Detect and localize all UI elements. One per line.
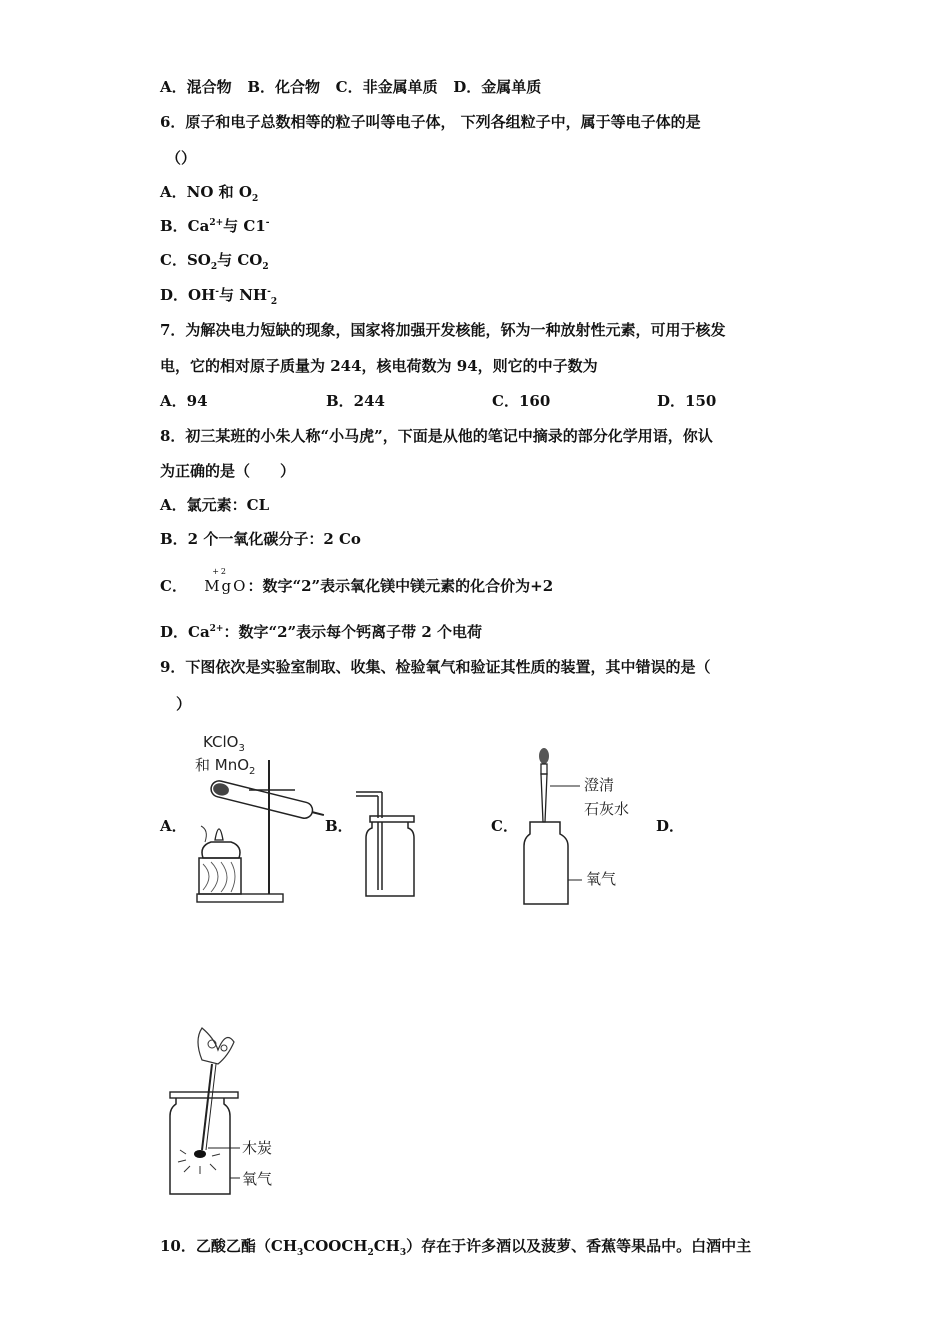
q9-stem-line1: 9．下图依次是实验室制取、收集、检验氧气和验证其性质的装置，其中错误的是（ <box>160 658 711 676</box>
q7-option-b: B．244 <box>326 392 385 410</box>
q8-option-c: C． +2 MgO：数字“2”表示氧化镁中镁元素的化合价为+2 <box>160 576 553 596</box>
q9-label-a: A． <box>160 817 187 835</box>
q6-option-c: C．$SO_2$与 $CO_2$ <box>160 251 269 272</box>
figure-d-charcoal-combustion <box>160 1020 290 1200</box>
q9-label-d: D． <box>656 817 685 835</box>
q5-option-a: A．混合物 <box>160 78 232 96</box>
q6-option-d: D．OH-与 $NH^-_2$ <box>160 286 278 307</box>
q7-stem-line1: 7．为解决电力短缺的现象，国家将加强开发核能，钚为一种放射性元素，可用于核发 <box>160 321 726 339</box>
q9-label-b: B． <box>325 817 353 835</box>
q8-stem-line1: 8．初三某班的小朱人称“小马虎”，下面是从他的笔记中摘录的部分化学用语，你认 <box>160 427 713 445</box>
q5-options <box>160 77 541 97</box>
fig-d-oxygen-label: 氧气 <box>242 1170 273 1188</box>
figure-b-gas-bottle <box>350 790 430 902</box>
q6-option-a: A．NO 和 $O_2$ <box>160 183 259 204</box>
q8-option-b: B．2 个一氧化碳分子：2 Co <box>160 530 361 548</box>
q6-option-b: B．$Ca^{2+}$与 C1- <box>160 217 270 235</box>
fig-c-limewater-label-2: 石灰水 <box>584 800 630 818</box>
figure-c-limewater-test <box>520 742 650 907</box>
figure-a-heating-apparatus <box>185 730 330 910</box>
fig-d-charcoal-label: 木炭 <box>242 1139 273 1157</box>
q7-option-d: D．150 <box>657 392 717 410</box>
fig-a-mno2-label: 和 MnO$_2$ <box>195 756 256 777</box>
q6-paren: （） <box>166 149 197 167</box>
q6-stem: 6．原子和电子总数相等的粒子叫等电子体， 下列各组粒子中，属于等电子体的是 <box>160 113 701 131</box>
mgo-charge: +2 <box>212 567 228 576</box>
q9-stem-line2: ） <box>176 695 192 713</box>
q8-option-d: D．$Ca^{2+}$：数字“2”表示每个钙离子带 2 个电荷 <box>160 623 483 641</box>
q5-option-d: D．金属单质 <box>453 78 542 96</box>
q5-option-b: B．化合物 <box>247 78 320 96</box>
q7-option-c: C．160 <box>492 392 551 410</box>
q8-stem-line2: 为正确的是（ ） <box>160 462 296 480</box>
q9-label-c: C． <box>491 817 518 835</box>
q5-option-c: C．非金属单质 <box>335 78 438 96</box>
q10-stem: 10．乙酸乙酯$(CH_3COOCH_2CH_3)$存在于许多酒以及菠萝、香蕉等果品中。白酒中主 <box>160 1237 752 1258</box>
fig-c-oxygen-label: 氧气 <box>586 870 617 888</box>
q7-stem-line2: 电，它的相对原子质量为 244，核电荷数为 94，则它的中子数为 <box>160 357 598 375</box>
mgo-formula: MgO <box>204 577 248 595</box>
q8-option-a: A．氯元素：CL <box>160 496 270 514</box>
q7-option-a: A．94 <box>160 392 208 410</box>
fig-c-limewater-label-1: 澄清 <box>584 776 615 794</box>
fig-a-kclo3-label: KClO$_3$ <box>203 733 245 754</box>
